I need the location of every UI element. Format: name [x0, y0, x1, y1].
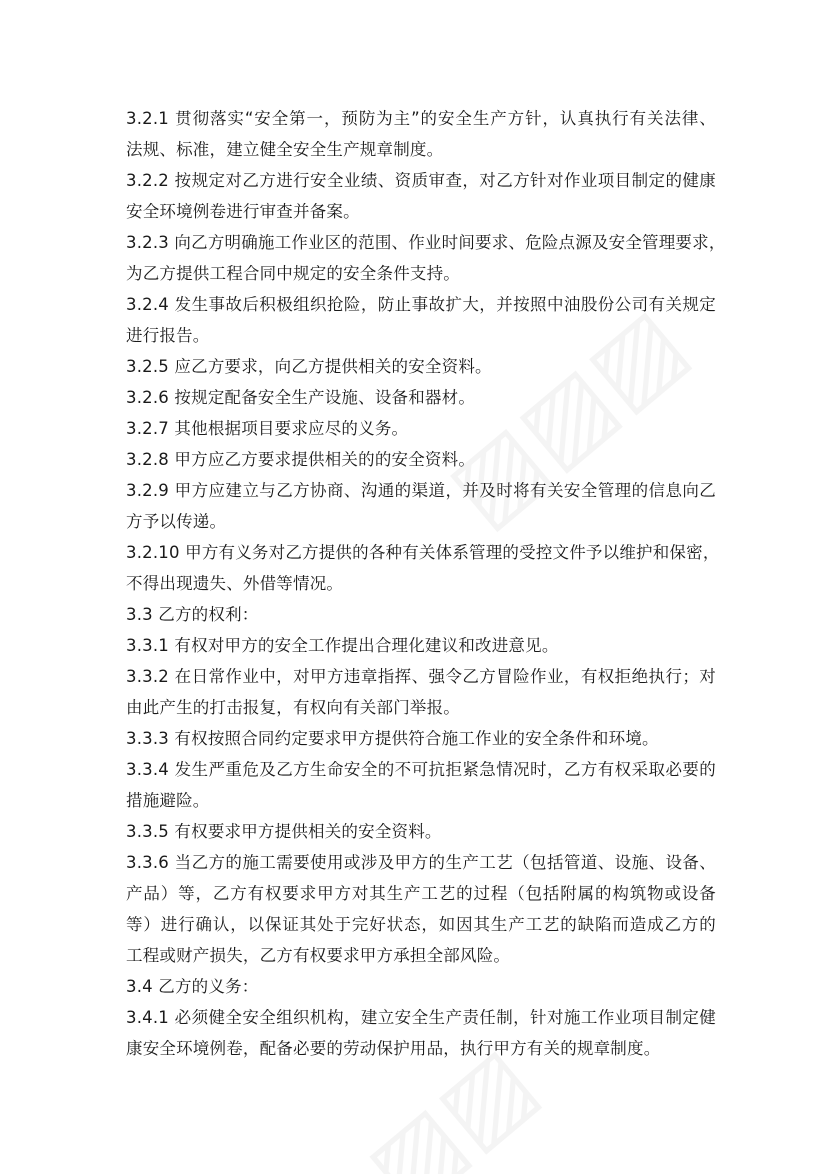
paragraph-line: 3.2.5 应乙方要求，向乙方提供相关的安全资料。: [126, 357, 492, 376]
paragraph: [126, 537, 720, 599]
paragraph-line: 3.2.6 按规定配备安全生产设施、设备和器材。: [126, 388, 476, 407]
paragraph-line: 3.2.8 甲方应乙方要求提供相关的的安全资料。: [126, 450, 476, 469]
paragraph: [126, 630, 716, 661]
paragraph: [126, 661, 716, 723]
paragraph-line: 等）进行确认，以保证其处于完好状态，如因其生产工艺的缺陷而造成乙方的: [126, 915, 716, 934]
paragraph-line: 产品）等，乙方有权要求甲方对其生产工艺的过程（包括附属的构筑物或设备: [126, 884, 716, 903]
paragraph-line: 3.2.3 向乙方明确施工作业区的范围、作业时间要求、危险点源及安全管理要求，: [126, 233, 726, 252]
paragraph-line: 3.2.9 甲方应建立与乙方协商、沟通的渠道，并及时将有关安全管理的信息向乙: [126, 481, 716, 500]
paragraph: [126, 816, 716, 847]
paragraph: [126, 723, 716, 754]
paragraph-line: 3.2.10 甲方有义务对乙方提供的各种有关体系管理的受控文件予以维护和保密，: [126, 543, 720, 562]
paragraph: [126, 289, 716, 351]
paragraph-line: 3.2.2 按规定对乙方进行安全业绩、资质审查，对乙方针对作业项目制定的健康: [126, 171, 716, 190]
paragraph-line: 康安全环境例卷，配备必要的劳动保护用品，执行甲方有关的规章制度。: [126, 1039, 661, 1058]
paragraph: [126, 444, 716, 475]
paragraph: [126, 413, 716, 444]
paragraph: [126, 599, 716, 630]
paragraph: [126, 1002, 716, 1064]
paragraph-line: 3.4.1 必须健全安全组织机构，建立安全生产责任制，针对施工作业项目制定健: [126, 1008, 716, 1027]
paragraph-line: 安全环境例卷进行审查并备案。: [126, 202, 360, 221]
paragraph-line: 为乙方提供工程合同中规定的安全条件支持。: [126, 264, 460, 283]
document-body: [126, 103, 726, 1064]
paragraph: [126, 382, 716, 413]
paragraph-line: 方予以传递。: [126, 512, 227, 531]
paragraph-line: 措施避险。: [126, 791, 210, 810]
paragraph: [126, 165, 716, 227]
paragraph-line: 3.3.1 有权对甲方的安全工作提出合理化建议和改进意见。: [126, 636, 559, 655]
paragraph-line: 3.4 乙方的义务：: [126, 977, 259, 996]
paragraph: [126, 227, 726, 289]
paragraph: [126, 754, 716, 816]
paragraph: [126, 475, 716, 537]
paragraph-line: 3.3.3 有权按照合同约定要求甲方提供符合施工作业的安全条件和环境。: [126, 729, 659, 748]
paragraph-line: 法规、标准，建立健全安全生产规章制度。: [126, 140, 444, 159]
paragraph-line: 3.3 乙方的权利：: [126, 605, 259, 624]
paragraph: [126, 103, 716, 165]
paragraph-line: 3.2.4 发生事故后积极组织抢险，防止事故扩大，并按照中油股份公司有关规定: [126, 295, 716, 314]
paragraph-line: 3.3.6 当乙方的施工需要使用或涉及甲方的生产工艺（包括管道、设施、设备、: [126, 853, 716, 872]
paragraph-line: 3.3.2 在日常作业中，对甲方违章指挥、强令乙方冒险作业，有权拒绝执行；对: [126, 667, 716, 686]
paragraph-line: 工程或财产损失，乙方有权要求甲方承担全部风险。: [126, 946, 511, 965]
paragraph: [126, 971, 716, 1002]
paragraph: [126, 847, 716, 971]
paragraph-line: 不得出现遗失、外借等情况。: [126, 574, 344, 593]
paragraph-line: 3.3.4 发生严重危及乙方生命安全的不可抗拒紧急情况时，乙方有权采取必要的: [126, 760, 716, 779]
paragraph-line: 进行报告。: [126, 326, 210, 345]
paragraph-line: 3.2.7 其他根据项目要求应尽的义务。: [126, 419, 409, 438]
paragraph-line: 3.3.5 有权要求甲方提供相关的安全资料。: [126, 822, 442, 841]
paragraph-line: 3.2.1 贯彻落实“安全第一，预防为主”的安全生产方针，认真执行有关法律、: [126, 109, 716, 128]
paragraph: [126, 351, 716, 382]
paragraph-line: 由此产生的打击报复，有权向有关部门举报。: [126, 698, 460, 717]
